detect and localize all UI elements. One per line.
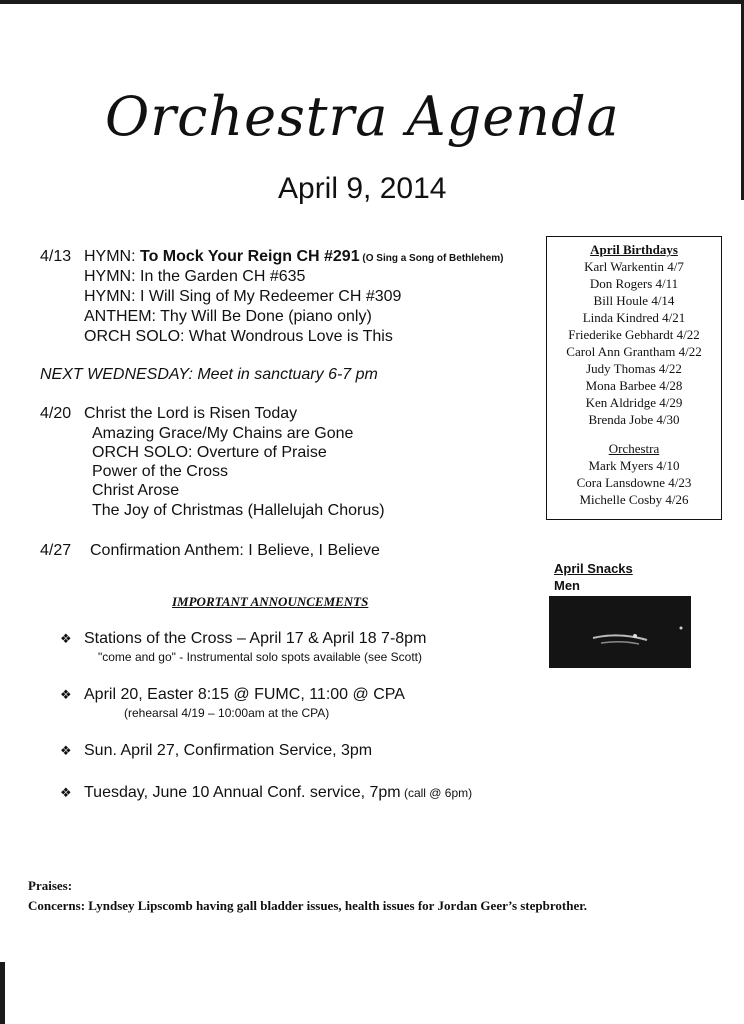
orchestra-heading: Orchestra	[608, 441, 660, 456]
orchestra-birthday-item: Cora Lansdowne 4/23	[576, 475, 692, 490]
agenda-row-hymn-1	[40, 248, 504, 266]
bullet-marker: ❖	[60, 631, 72, 646]
announcement-text: Sun. April 27, Confirmation Service, 3pm	[84, 742, 373, 759]
next-wednesday-note: NEXT WEDNESDAY: Meet in sanctuary 6-7 pm	[40, 366, 378, 383]
row-label: Christ the Lord is Risen Today	[84, 405, 298, 422]
agenda-date: April 9, 2014	[278, 172, 447, 205]
agenda-row-0420-3: ORCH SOLO: Overture of Praise	[92, 444, 327, 461]
snacks-photo	[549, 596, 691, 668]
agenda-row-hymn-2: HYMN: In the Garden CH #635	[84, 268, 306, 285]
snacks-subtitle: Men	[554, 578, 580, 593]
bullet-marker: ❖	[60, 785, 72, 800]
bullet-marker: ❖	[60, 687, 72, 702]
snacks-photo-graphic	[549, 596, 691, 668]
announcement-text: Tuesday, June 10 Annual Conf. service, 7pm	[84, 784, 401, 801]
praises-label: Praises:	[28, 878, 73, 893]
agenda-row-anthem: ANTHEM: Thy Will Be Done (piano only)	[84, 308, 372, 325]
birthday-item: Bill Houle 4/14	[593, 293, 675, 308]
agenda-row-orch-solo: ORCH SOLO: What Wondrous Love is This	[84, 328, 393, 345]
bullet-marker: ❖	[60, 743, 72, 758]
birthday-item: Judy Thomas 4/22	[586, 361, 682, 376]
agenda-row-0420-4: Power of the Cross	[92, 463, 229, 480]
orchestra-birthday-item: Michelle Cosby 4/26	[579, 492, 689, 507]
birthday-item: Ken Aldridge 4/29	[585, 395, 683, 410]
snacks-title: April Snacks	[554, 561, 633, 576]
row-label: HYMN:	[84, 248, 140, 265]
agenda-row-hymn-3: HYMN: I Will Sing of My Redeemer CH #309	[84, 288, 402, 305]
scan-edge-left	[0, 962, 5, 1024]
agenda-row-0427	[40, 542, 380, 560]
announcement-subtext: (rehearsal 4/19 – 10:00am at the CPA)	[124, 706, 330, 720]
birthday-item: Brenda Jobe 4/30	[588, 412, 680, 427]
birthdays-heading: April Birthdays	[590, 242, 678, 257]
row-label: Confirmation Anthem: I Believe, I Believe	[90, 542, 380, 559]
page-title: Orchestra Agenda	[105, 85, 620, 148]
agenda-row-0420-2: Amazing Grace/My Chains are Gone	[92, 425, 354, 442]
row-date: 4/13	[40, 248, 72, 265]
row-date: 4/20	[40, 405, 72, 422]
announcement-note: (call @ 6pm)	[400, 786, 473, 800]
orchestra-birthday-item: Mark Myers 4/10	[588, 458, 680, 473]
scan-edge-top	[0, 0, 744, 4]
concerns-text: Concerns: Lyndsey Lipscomb having gall bladder issues, health issues for Jordan Geer’s stepbrother.	[28, 898, 588, 913]
birthday-item: Friederike Gebhardt 4/22	[568, 327, 700, 342]
birthday-item: Karl Warkentin 4/7	[584, 259, 684, 274]
announcement-subtext: "come and go" - Instrumental solo spots available (see Scott)	[98, 650, 423, 664]
announcements-heading: IMPORTANT ANNOUNCEMENTS	[172, 594, 369, 609]
announcement-stations	[60, 630, 427, 664]
row-title: To Mock Your Reign CH #291	[140, 248, 360, 265]
announcement-confirmation	[60, 742, 372, 760]
birthday-item: Carol Ann Grantham 4/22	[566, 344, 702, 359]
announcement-easter	[60, 686, 405, 720]
agenda-row-0420-5: Christ Arose	[92, 482, 180, 499]
row-note: (O Sing a Song of Bethlehem)	[359, 253, 504, 264]
announcement-text: April 20, Easter 8:15 @ FUMC, 11:00 @ CPA	[84, 686, 405, 703]
agenda-row-0420-1	[40, 405, 297, 423]
birthday-item: Linda Kindred 4/21	[582, 310, 686, 325]
announcement-text: Stations of the Cross – April 17 & April 18 7-8pm	[84, 630, 427, 647]
birthday-item: Don Rogers 4/11	[589, 276, 679, 291]
agenda-row-0420-6: The Joy of Christmas (Hallelujah Chorus)	[92, 502, 385, 519]
row-date: 4/27	[40, 542, 72, 559]
announcement-annual-conf	[60, 784, 472, 802]
birthdays-box	[546, 236, 722, 520]
birthday-item: Mona Barbee 4/28	[585, 378, 683, 393]
